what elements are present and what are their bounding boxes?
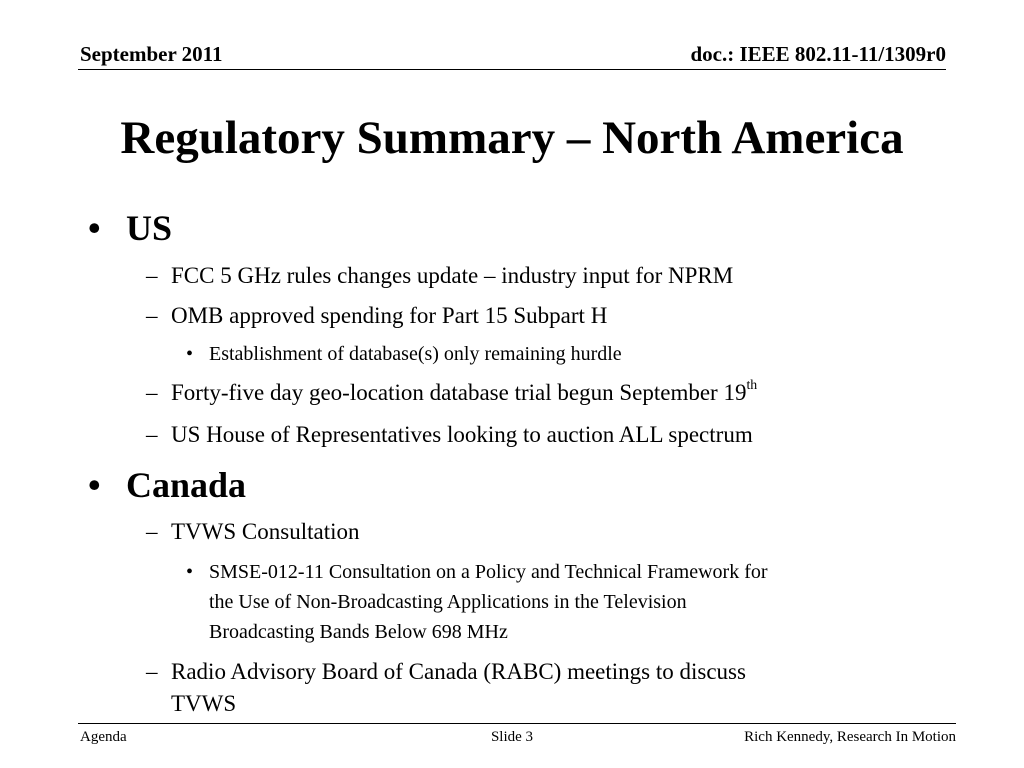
footer-slide-number: Slide 3 bbox=[490, 729, 534, 745]
footer-divider bbox=[78, 723, 956, 724]
footer-agenda: Agenda bbox=[80, 729, 127, 745]
subitem-trial-superscript: th bbox=[746, 376, 758, 392]
bullet-marker: • bbox=[186, 343, 194, 365]
subitem-tvws-text: TVWS Consultation bbox=[171, 519, 360, 544]
subitem-house-text: US House of Representatives looking to auction ALL spectrum bbox=[171, 422, 753, 447]
subsubitem-smse-line1: SMSE-012-11 Consultation on a Policy and Technical Framework for bbox=[209, 561, 768, 583]
subsubitem-smse-line2: the Use of Non-Broadcasting Applications in the Television bbox=[209, 591, 687, 613]
subitem-trial-text bbox=[171, 376, 758, 407]
dash-marker: – bbox=[146, 422, 158, 447]
slide-title: Regulatory Summary – North America bbox=[120, 112, 904, 164]
dash-marker: – bbox=[146, 380, 158, 405]
subitem-rabc-line1: Radio Advisory Board of Canada (RABC) meetings to discuss bbox=[171, 659, 746, 684]
subsubitem-database-text: Establishment of database(s) only remaining hurdle bbox=[209, 343, 622, 365]
subitem-trial-main: Forty-five day geo-location database trial begun September 19 bbox=[171, 380, 747, 405]
subitem-rabc-line2: TVWS bbox=[171, 691, 237, 716]
footer-author: Rich Kennedy, Research In Motion bbox=[744, 729, 956, 745]
bullet-marker: • bbox=[88, 208, 101, 248]
subitem-fcc-text: FCC 5 GHz rules changes update – industry input for NPRM bbox=[171, 263, 734, 288]
subsubitem-smse-line3: Broadcasting Bands Below 698 MHz bbox=[209, 621, 508, 643]
bullet-us-label: US bbox=[126, 208, 173, 248]
header-doc-id: doc.: IEEE 802.11-11/1309r0 bbox=[690, 42, 946, 66]
bullet-marker: • bbox=[186, 561, 194, 583]
bullet-canada-label: Canada bbox=[126, 465, 247, 505]
dash-marker: – bbox=[146, 303, 158, 328]
header-date: September 2011 bbox=[80, 42, 223, 66]
dash-marker: – bbox=[146, 659, 158, 684]
dash-marker: – bbox=[146, 263, 158, 288]
bullet-marker: • bbox=[88, 465, 101, 505]
dash-marker: – bbox=[146, 519, 158, 544]
subitem-omb-text: OMB approved spending for Part 15 Subpart H bbox=[171, 303, 608, 328]
